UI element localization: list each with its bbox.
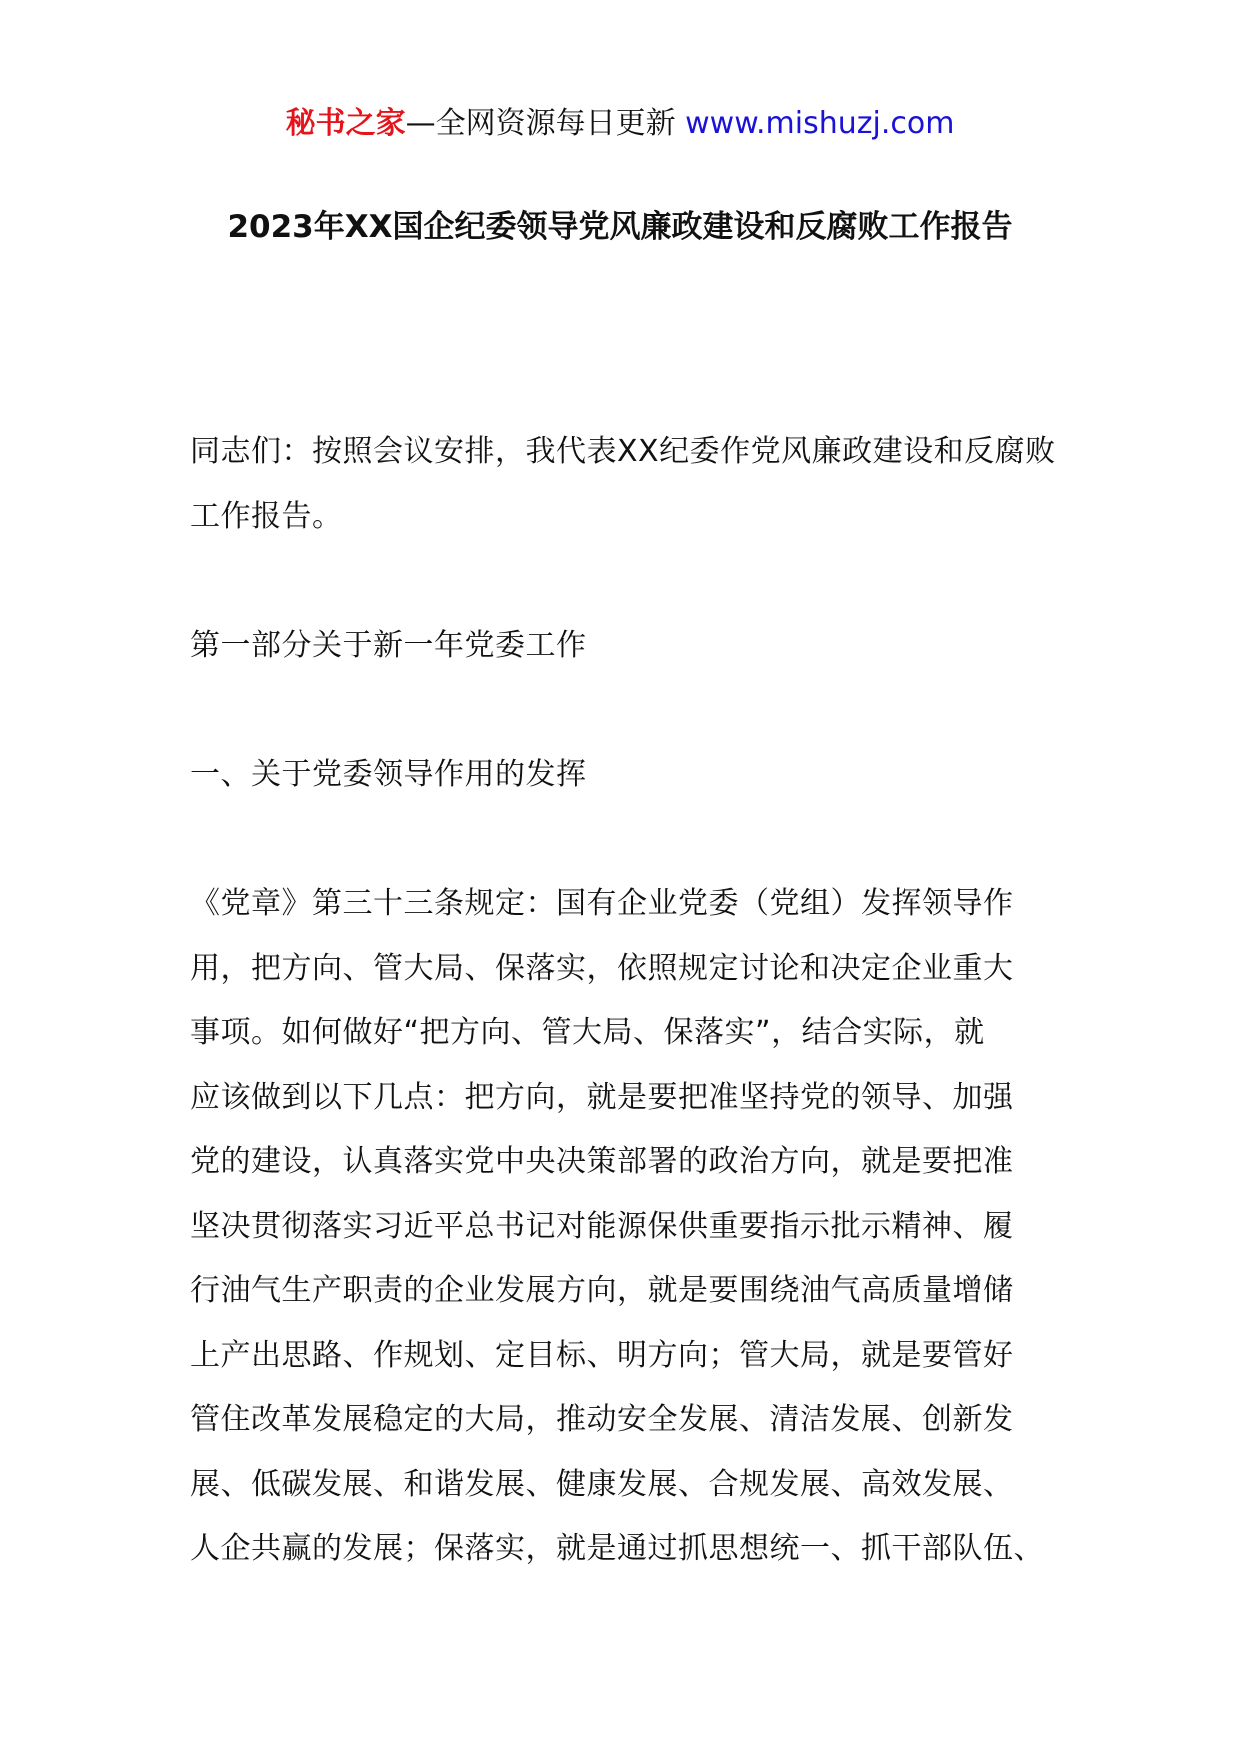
paragraph-line: 行油气生产职责的企业发展方向，就是要围绕油气高质量增储 (190, 1273, 1014, 1308)
paragraph-line: 人企共赢的发展；保落实，就是通过抓思想统一、抓干部队伍、 (190, 1531, 1044, 1566)
paragraph-line: 党的建设，认真落实党中央决策部署的政治方向，就是要把准 (190, 1144, 1014, 1179)
paragraph-line: 事项。如何做好“把方向、管大局、保落实”，结合实际，就 (190, 1015, 985, 1050)
website-link[interactable]: www.mishuzj.com (685, 106, 955, 141)
part-heading: 第一部分关于新一年党委工作 (190, 628, 587, 663)
paragraph-line: 《党章》第三十三条规定：国有企业党委（党组）发挥领导作 (190, 886, 1014, 921)
paragraph-line: 管住改革发展稳定的大局，推动安全发展、清洁发展、创新发 (190, 1402, 1014, 1437)
document-title: 2023年XX国企纪委领导党风廉政建设和反腐败工作报告 (227, 209, 1013, 245)
paragraph-line: 应该做到以下几点：把方向，就是要把准坚持党的领导、加强 (190, 1079, 1014, 1115)
paragraph-line: 坚决贯彻落实习近平总书记对能源保供重要指示批示精神、履 (190, 1208, 1014, 1244)
paragraph-line: 展、低碳发展、和谐发展、健康发展、合规发展、高效发展、 (190, 1466, 1014, 1502)
brand-name: 秘书之家 (285, 106, 406, 141)
section-heading: 一、关于党委领导作用的发挥 (190, 757, 587, 792)
paragraph-line: 上产出思路、作规划、定目标、明方向；管大局，就是要管好 (190, 1337, 1014, 1373)
header-slogan: —全网资源每日更新 (405, 106, 686, 141)
body-paragraph (190, 872, 1070, 1582)
opening-paragraph: 同志们：按照会议安排，我代表XX纪委作党风廉政建设和反腐败工作报告。 (190, 434, 1056, 534)
paragraph-line: 用，把方向、管大局、保落实，依照规定讨论和决定企业重大 (190, 950, 1014, 986)
site-header (0, 100, 1240, 148)
